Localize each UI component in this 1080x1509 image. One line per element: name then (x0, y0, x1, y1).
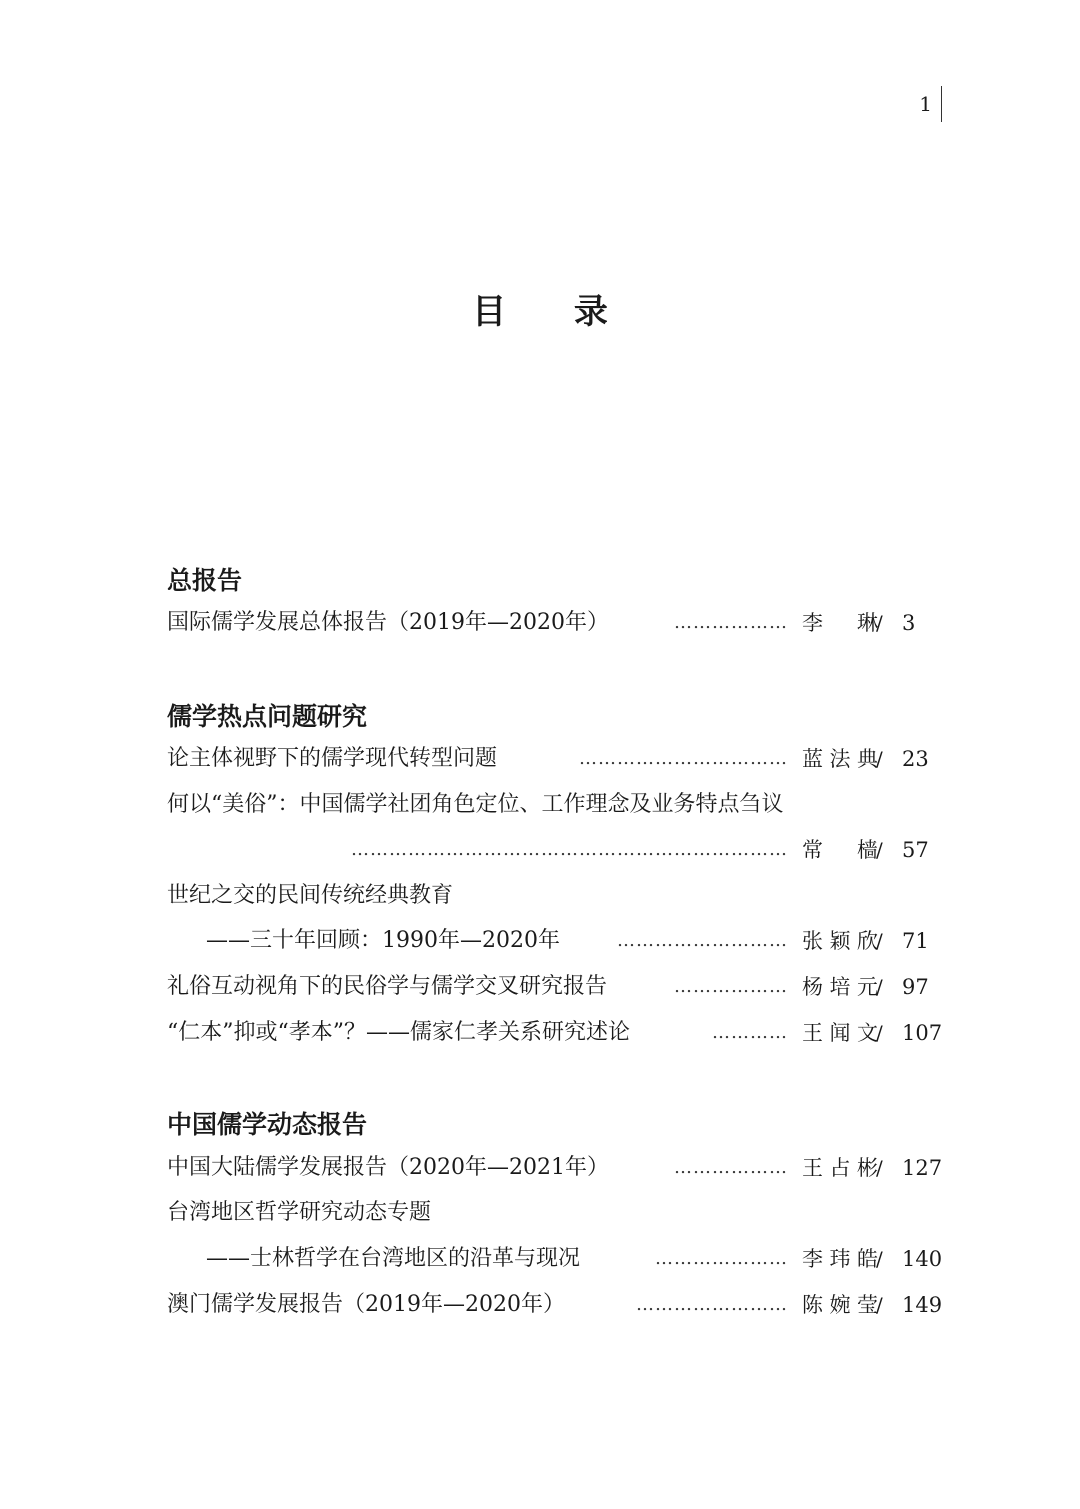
author-page-separator: / (876, 1156, 883, 1180)
author-page-separator: / (876, 611, 883, 635)
toc-entry-author: 陈婉莹 (802, 1293, 878, 1317)
section-heading-china-dynamics: 中国儒学动态报告 (167, 1110, 368, 1139)
toc-entry-subtitle[interactable]: ——三十年回顾：1990年—2020年 (206, 928, 560, 953)
toc-entry-page[interactable]: 97 (902, 975, 929, 999)
author-page-separator: / (876, 747, 883, 771)
dot-leader: …………………………… (579, 748, 788, 769)
toc-entry-author: 王占彬 (802, 1156, 878, 1180)
author-page-separator: / (876, 1293, 883, 1317)
dot-leader: ……………… (674, 1157, 788, 1178)
toc-entry-page[interactable]: 149 (902, 1293, 943, 1317)
toc-entry-author: 李玮皓 (802, 1247, 878, 1271)
dot-leader: ……………………… (617, 930, 788, 951)
toc-entry-author: 杨培元 (802, 975, 878, 999)
dot-leader: ………… (712, 1022, 788, 1043)
toc-entry-title[interactable]: 论主体视野下的儒学现代转型问题 (167, 746, 498, 771)
toc-entry-page[interactable]: 3 (902, 611, 916, 635)
dot-leader: ……………… (674, 612, 788, 633)
toc-entry-title[interactable]: 世纪之交的民间传统经典教育 (167, 883, 454, 908)
toc-title: 目 录 (472, 292, 636, 332)
dot-leader: ………………… (655, 1248, 788, 1269)
toc-entry-title[interactable]: 澳门儒学发展报告（2019年—2020年） (167, 1292, 565, 1317)
toc-entry-title[interactable]: 何以“美俗”：中国儒学社团角色定位、工作理念及业务特点刍议 (167, 792, 784, 817)
author-page-separator: / (876, 975, 883, 999)
section-heading-hot-topics: 儒学热点问题研究 (167, 702, 368, 731)
toc-entry-author: 常 樯 (802, 838, 878, 862)
author-page-separator: / (876, 1021, 883, 1045)
toc-entry-page[interactable]: 71 (902, 929, 929, 953)
toc-entry-page[interactable]: 57 (902, 838, 929, 862)
page-number: 1 (919, 92, 932, 116)
toc-entry-title[interactable]: 台湾地区哲学研究动态专题 (167, 1200, 432, 1225)
dot-leader: …………………… (636, 1294, 788, 1315)
toc-entry-title[interactable]: 中国大陆儒学发展报告（2020年—2021年） (167, 1155, 609, 1180)
toc-entry-page[interactable]: 127 (902, 1156, 943, 1180)
toc-entry-page[interactable]: 23 (902, 747, 929, 771)
toc-entry-title[interactable]: 礼俗互动视角下的民俗学与儒学交叉研究报告 (167, 974, 608, 999)
dot-leader: ……………… (674, 976, 788, 997)
toc-entry-page[interactable]: 107 (902, 1021, 943, 1045)
author-page-separator: / (876, 1247, 883, 1271)
author-page-separator: / (876, 838, 883, 862)
section-heading-general-report: 总报告 (167, 566, 243, 595)
toc-entry-author: 李 琳 (802, 611, 878, 635)
dot-leader: …………………………………………………………… (351, 839, 788, 860)
toc-entry-author: 张颖欣 (802, 929, 878, 953)
toc-entry-title[interactable]: 国际儒学发展总体报告（2019年—2020年） (167, 610, 609, 635)
toc-entry-author: 王闻文 (802, 1021, 878, 1045)
author-page-separator: / (876, 929, 883, 953)
toc-entry-subtitle[interactable]: ——士林哲学在台湾地区的沿革与现况 (206, 1246, 581, 1271)
toc-entry-author: 蓝法典 (802, 747, 878, 771)
toc-entry-title[interactable]: “仁本”抑或“孝本”？——儒家仁孝关系研究述论 (167, 1020, 630, 1045)
toc-entry-page[interactable]: 140 (902, 1247, 943, 1271)
